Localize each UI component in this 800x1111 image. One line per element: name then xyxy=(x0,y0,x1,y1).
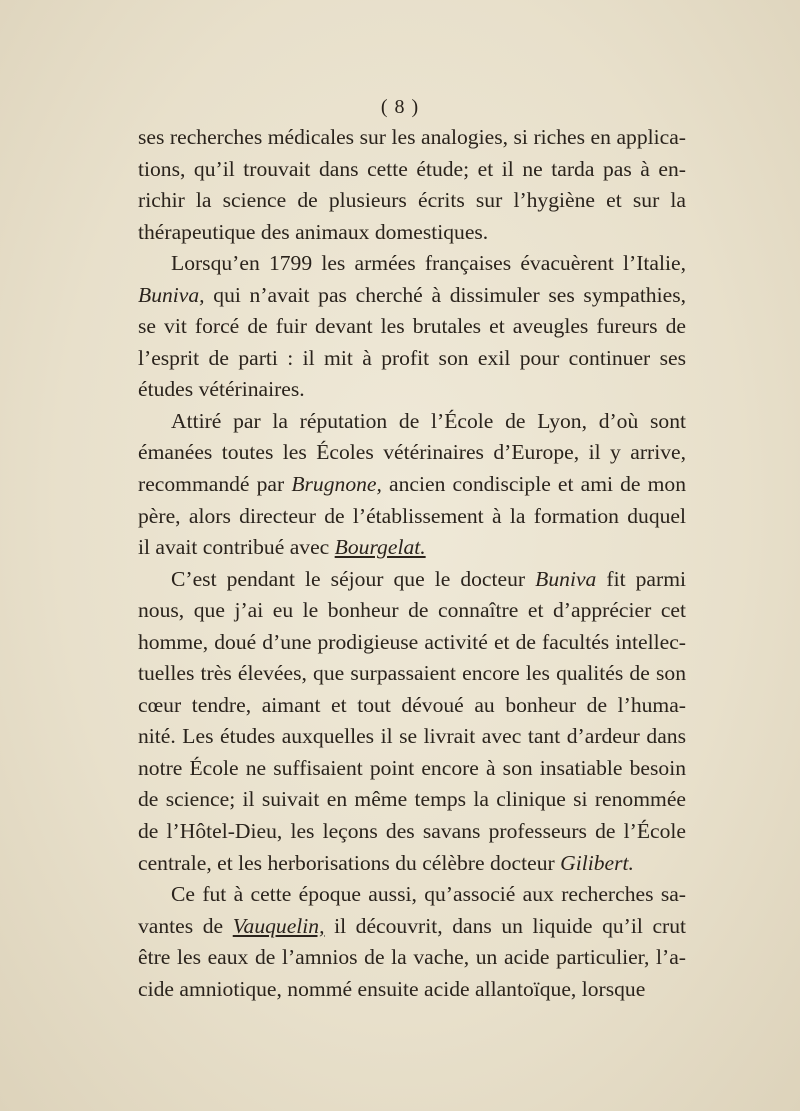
name-gilibert: Gilibert. xyxy=(560,850,634,875)
text-line xyxy=(138,469,686,501)
text-line: homme, doué d’une prodigieuse activité et de facultés intellec- xyxy=(138,629,686,654)
text-line xyxy=(138,848,686,880)
body-text xyxy=(138,122,686,1005)
text-fragment: C’est pendant le séjour que le docteur xyxy=(171,566,526,591)
text-line: être les eaux de l’amnios de la vache, un acide particulier, l’a- xyxy=(138,945,686,970)
text-fragment: ancien condisciple et ami de mon xyxy=(389,472,687,497)
name-buniva: Buniva, xyxy=(138,282,205,307)
text-line: cide amniotique, nommé ensuite acide allantoïque, lorsque xyxy=(138,976,646,1001)
text-line xyxy=(138,532,686,564)
name-brugnone: Brugnone, xyxy=(291,472,382,497)
text-line: thérapeutique des animaux domestiques. xyxy=(138,219,489,244)
text-line: de l’Hôtel-Dieu, les leçons des savans professeurs de l’École xyxy=(138,819,686,844)
name-buniva: Buniva xyxy=(535,566,597,591)
text-line: tuelles très élevées, que surpassaient encore les qualités de son xyxy=(138,661,686,686)
text-line: Attiré par la réputation de l’École de Lyon, d’où sont xyxy=(171,408,686,433)
text-line: études vétérinaires. xyxy=(138,377,305,402)
name-bourgelat: Bourgelat. xyxy=(334,535,426,560)
text-fragment: vantes de xyxy=(138,913,224,938)
text-line: se vit forcé de fuir devant les brutales et aveugles fureurs de xyxy=(138,314,686,339)
name-vauquelin: Vauquelin, xyxy=(232,913,325,938)
text-line: de science; il suivait en même temps la clinique si renommée xyxy=(138,787,686,812)
text-line: père, alors directeur de l’établissement à la formation duquel xyxy=(138,503,686,528)
text-line: nous, que j’ai eu le bonheur de connaître et d’apprécier cet xyxy=(138,598,686,623)
text-line: tions, qu’il trouvait dans cette étude; et il ne tarda pas à en- xyxy=(138,156,686,181)
text-line xyxy=(138,280,686,312)
text-line: ses recherches médicales sur les analogies, si riches en applica- xyxy=(138,125,686,149)
text-fragment: centrale, et les herborisations du célèbre docteur xyxy=(138,850,555,875)
page-number: ( 8 ) xyxy=(380,96,420,118)
text-line: cœur tendre, aimant et tout dévoué au bonheur de l’huma- xyxy=(138,692,686,717)
text-line: nité. Les études auxquelles il se livrait avec tant d’ardeur dans xyxy=(138,724,686,749)
text-line: Ce fut à cette époque aussi, qu’associé aux recherches sa- xyxy=(171,882,686,907)
text-line: richir la science de plusieurs écrits sur l’hygiène et sur la xyxy=(138,188,686,213)
text-line: émanées toutes les Écoles vétérinaires d’Europe, il y arrive, xyxy=(138,440,686,465)
text-line xyxy=(138,911,686,943)
text-line: l’esprit de parti : il mit à profit son exil pour continuer ses xyxy=(138,345,686,370)
text-line: notre École ne suffisaient point encore à son insatiable besoin xyxy=(138,755,686,780)
text-line xyxy=(138,564,686,596)
text-fragment: il découvrit, dans un liquide qu’il crut xyxy=(334,913,687,938)
text-fragment: fit parmi xyxy=(606,566,686,591)
text-fragment: il avait contribué avec xyxy=(138,535,330,560)
text-fragment: recommandé par xyxy=(138,472,285,497)
text-line: Lorsqu’en 1799 les armées françaises évacuèrent l’Italie, xyxy=(171,251,686,276)
text-fragment: qui n’avait pas cherché à dissimuler ses sympathies, xyxy=(213,282,686,307)
